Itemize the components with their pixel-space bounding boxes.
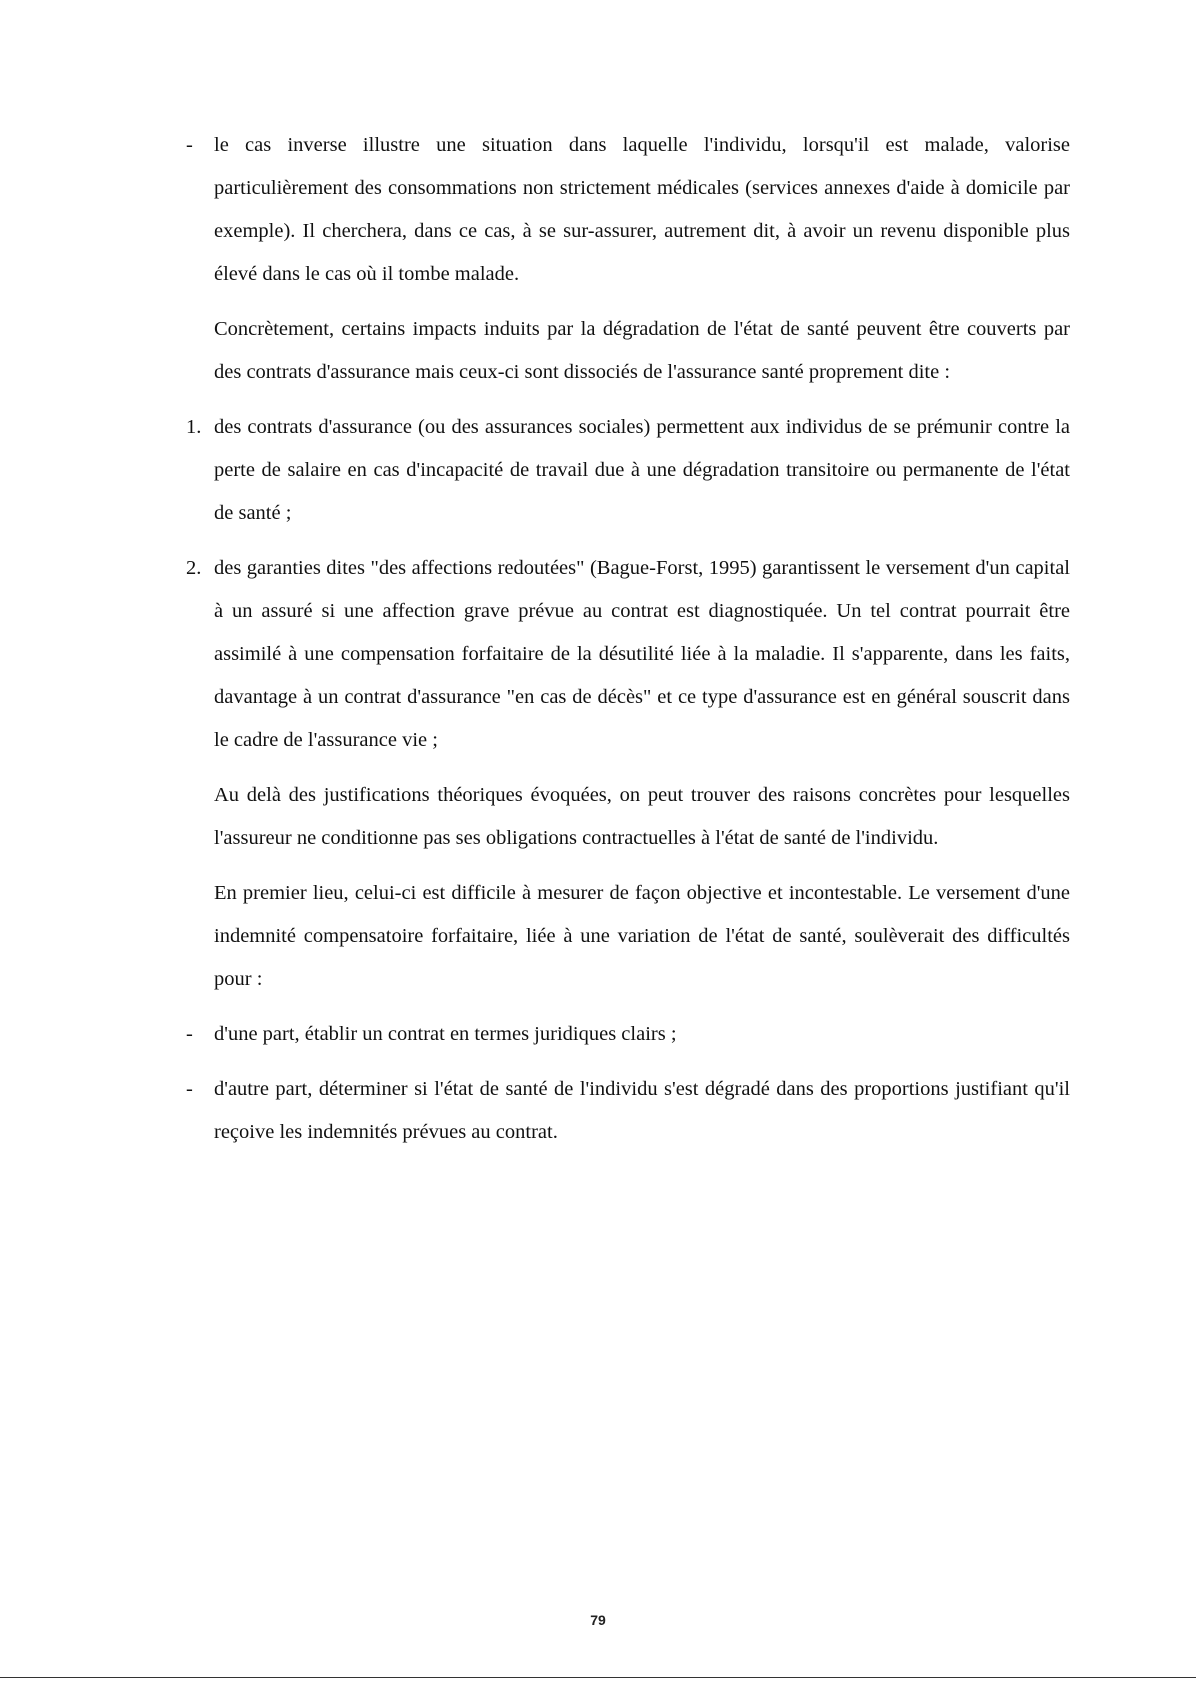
page-body [186, 124, 1070, 1166]
page-number: 79 [590, 1612, 606, 1628]
numbered-item-2 [186, 547, 1070, 762]
bullet-marker: - [186, 1023, 193, 1045]
paragraph-concretement: Concrètement, certains impacts induits par la dégradation de l'état de santé peuvent être couverts par des contrats d'assurance mais ceux-ci sont dissociés de l'assurance santé proprement dite : [214, 318, 1070, 383]
numbered-text: des contrats d'assurance (ou des assurances sociales) permettent aux individus de se prémunir contre la perte de salaire en cas d'incapacité de travail due à une dégradation transitoire ou permanente de l'état de santé ; [214, 416, 1070, 524]
paragraph-justifications: Au delà des justifications théoriques évoquées, on peut trouver des raisons concrètes pour lesquelles l'assureur ne conditionne pas ses obligations contractuelles à l'état de santé de l'individu. [214, 784, 1070, 849]
bullet-text: d'une part, établir un contrat en termes juridiques clairs ; [214, 1023, 677, 1045]
bullet-item-inverse-case [186, 124, 1070, 296]
bullet-marker: - [186, 1078, 193, 1100]
footer-rule [0, 1677, 1196, 1678]
bullet-text: le cas inverse illustre une situation dans laquelle l'individu, lorsqu'il est malade, valorise particulièrement des consommations non strictement médicales (services annexes d'aide à domicile par exemple). Il cherchera, dans ce cas, à se sur-assurer, autrement dit, à avoir un revenu disponible plus élevé dans le cas où il tombe malade. [214, 134, 1070, 285]
number-marker: 1. [186, 416, 202, 438]
numbered-text: des garanties dites "des affections redoutées" (Bague-Forst, 1995) garantissent le versement d'un capital à un assuré si une affection grave prévue au contrat est diagnostiquée. Un tel contrat pourrait être assimilé à une compensation forfaitaire de la désutilité liée à la maladie. Il s'apparente, dans les faits, davantage à un contrat d'assurance "en cas de décès" et ce type d'assurance est en général souscrit dans le cadre de l'assurance vie ; [214, 557, 1070, 751]
numbered-item-1 [186, 406, 1070, 535]
bullet-text: d'autre part, déterminer si l'état de santé de l'individu s'est dégradé dans des proportions justifiant qu'il reçoive les indemnités prévues au contrat. [214, 1078, 1070, 1143]
bullet-item-first-part [186, 1013, 1070, 1056]
number-marker: 2. [186, 557, 202, 579]
paragraph-premier-lieu: En premier lieu, celui-ci est difficile à mesurer de façon objective et incontestable. Le versement d'une indemnité compensatoire forfaitaire, liée à une variation de l'état de santé, soulèverait des difficultés pour : [214, 882, 1070, 990]
bullet-marker: - [186, 134, 193, 156]
bullet-item-second-part [186, 1068, 1070, 1154]
